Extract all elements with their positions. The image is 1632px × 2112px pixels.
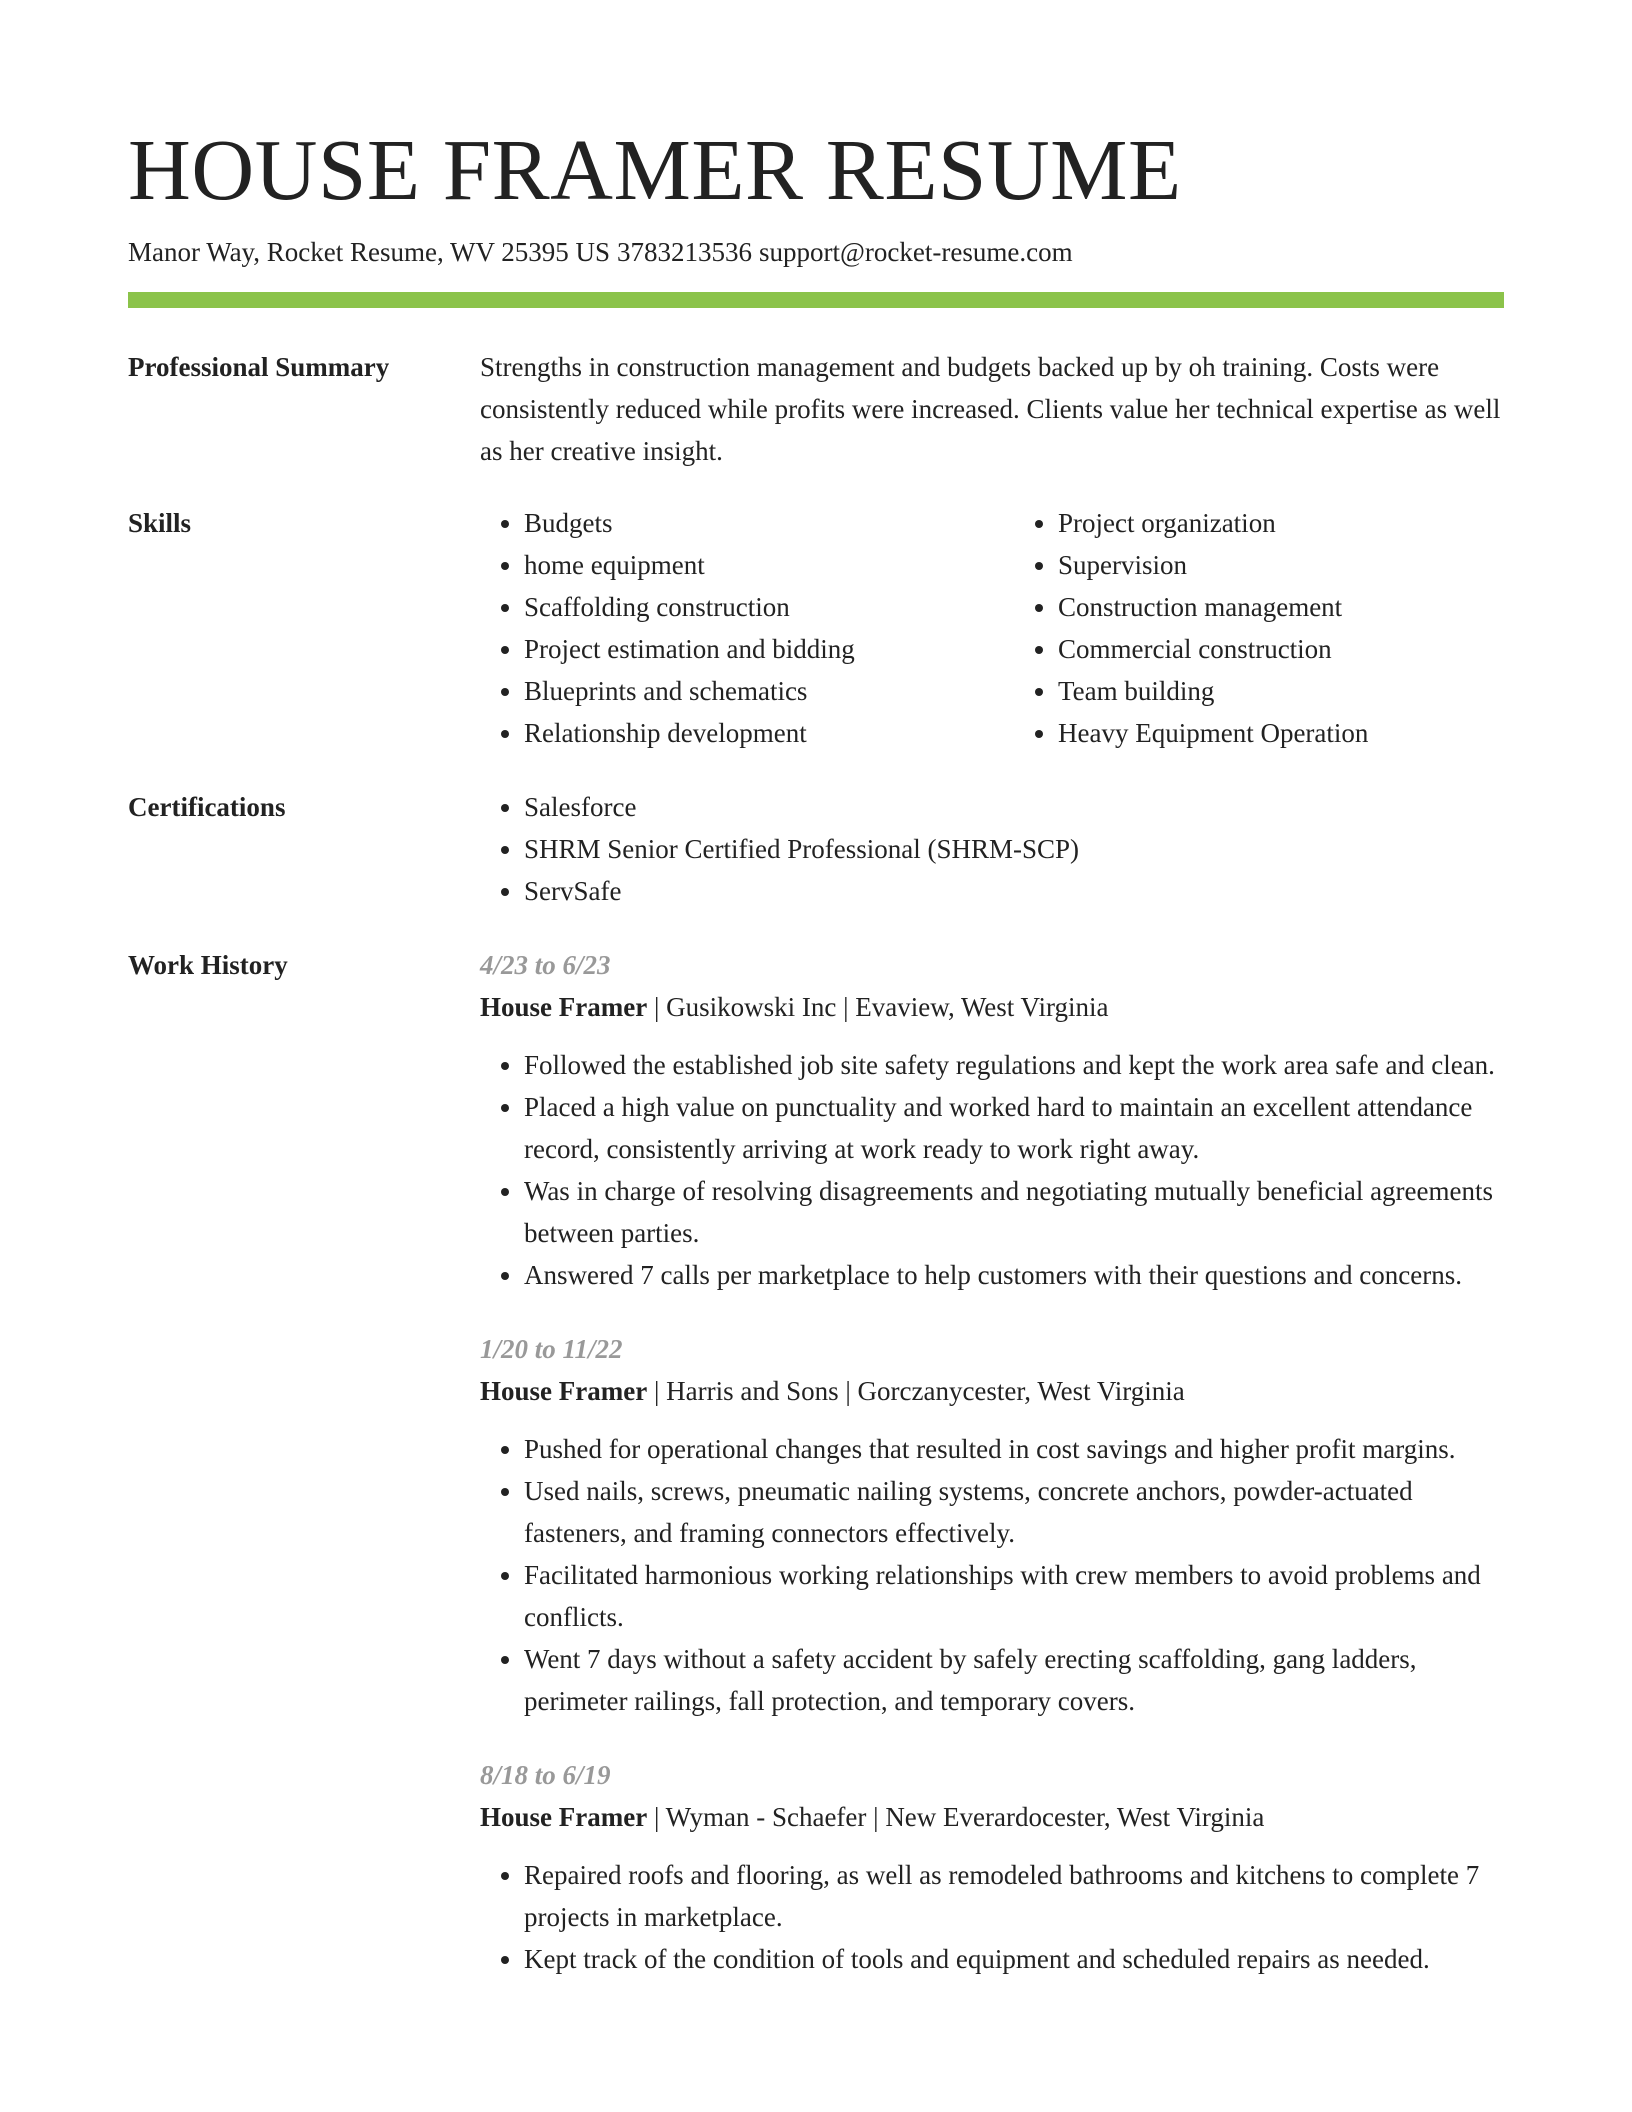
job-location: Evaview, West Virginia [855,992,1109,1022]
certification-item: • Salesforce [524,786,1504,828]
job-bullet: • Facilitated harmonious working relationships with crew members to avoid problems and conflicts. [524,1554,1504,1638]
job-separator: | [647,992,667,1022]
job-separator: | [866,1802,886,1832]
job-bullet: • Answered 7 calls per marketplace to help customers with their questions and concerns. [524,1254,1504,1296]
job-title: House Framer [480,1802,648,1832]
skill-item: • Project estimation and bidding [524,628,970,670]
skill-item: • Heavy Equipment Operation [1058,712,1504,754]
skills-list-right [1014,502,1504,754]
job-company: Gusikowski Inc [666,992,837,1022]
job-title: House Framer [480,1376,648,1406]
job-separator: | [647,1376,667,1406]
job-bullets [480,1428,1504,1722]
skill-item: • Commercial construction [1058,628,1504,670]
job-bullets [480,1854,1504,1980]
skill-item: • Construction management [1058,586,1504,628]
skill-item: • Supervision [1058,544,1504,586]
job-company: Wyman - Schaefer [665,1802,867,1832]
skill-item: • Team building [1058,670,1504,712]
job-heading [480,986,1504,1028]
job-bullet: • Was in charge of resolving disagreements and negotiating mutually beneficial agreements between parties. [524,1170,1504,1254]
job-heading [480,1796,1504,1838]
contact-line [128,234,1504,270]
certifications-list [480,786,1504,912]
job-separator: | [836,992,856,1022]
job-entry [480,1754,1504,1980]
skill-item: • Project organization [1058,502,1504,544]
job-dates: 1/20 to 11/22 [480,1334,623,1364]
job-title: House Framer [480,992,648,1022]
contact-phone: 3783213536 [617,237,753,267]
job-location: Gorczanycester, West Virginia [857,1376,1185,1406]
job-separator: | [838,1376,858,1406]
job-entry [480,1328,1504,1722]
job-bullet: • Went 7 days without a safety accident by safely erecting scaffolding, gang ladders, perimeter railings, fall protection, and temporary covers. [524,1638,1504,1722]
job-bullet: • Pushed for operational changes that resulted in cost savings and higher profit margins. [524,1428,1504,1470]
job-location: New Everardocester, West Virginia [885,1802,1265,1832]
summary-text: Strengths in construction management and budgets backed up by oh training. Costs were consistently reduced while profits were increased. Clients value her technical expertise as well as her creative insight. [480,352,1501,466]
job-bullet: • Followed the established job site safety regulations and kept the work area safe and clean. [524,1044,1504,1086]
certification-item: • SHRM Senior Certified Professional (SHRM-SCP) [524,828,1504,870]
certification-item: • ServSafe [524,870,1504,912]
certifications-heading: Certifications [128,792,286,822]
job-bullet: • Repaired roofs and flooring, as well as remodeled bathrooms and kitchens to complete 7 projects in marketplace. [524,1854,1504,1938]
skill-item: • home equipment [524,544,970,586]
resume-header [128,120,1504,308]
header-divider [128,292,1504,308]
job-heading [480,1370,1504,1412]
contact-address: Manor Way, Rocket Resume, WV 25395 US [128,237,611,267]
contact-email: support@rocket-resume.com [759,237,1073,267]
job-company: Harris and Sons [666,1376,839,1406]
skills-list-left [480,502,970,754]
job-separator: | [647,1802,666,1832]
job-bullet: • Placed a high value on punctuality and worked hard to maintain an excellent attendance record, consistently arriving at work ready to work right away. [524,1086,1504,1170]
skill-item: • Budgets [524,502,970,544]
skill-item: • Relationship development [524,712,970,754]
job-bullet: • Kept track of the condition of tools and equipment and scheduled repairs as needed. [524,1938,1504,1980]
summary-heading: Professional Summary [128,352,390,382]
work-history-heading: Work History [128,950,288,980]
skills-heading: Skills [128,508,192,538]
job-bullet: • Used nails, screws, pneumatic nailing systems, concrete anchors, powder-actuated fasteners, and framing connectors effectively. [524,1470,1504,1554]
page-title: HOUSE FRAMER RESUME [128,121,1182,218]
skill-item: • Scaffolding construction [524,586,970,628]
job-dates: 8/18 to 6/19 [480,1760,611,1790]
job-bullets [480,1044,1504,1296]
job-entry [480,944,1504,1296]
skill-item: • Blueprints and schematics [524,670,970,712]
job-dates: 4/23 to 6/23 [480,950,611,980]
